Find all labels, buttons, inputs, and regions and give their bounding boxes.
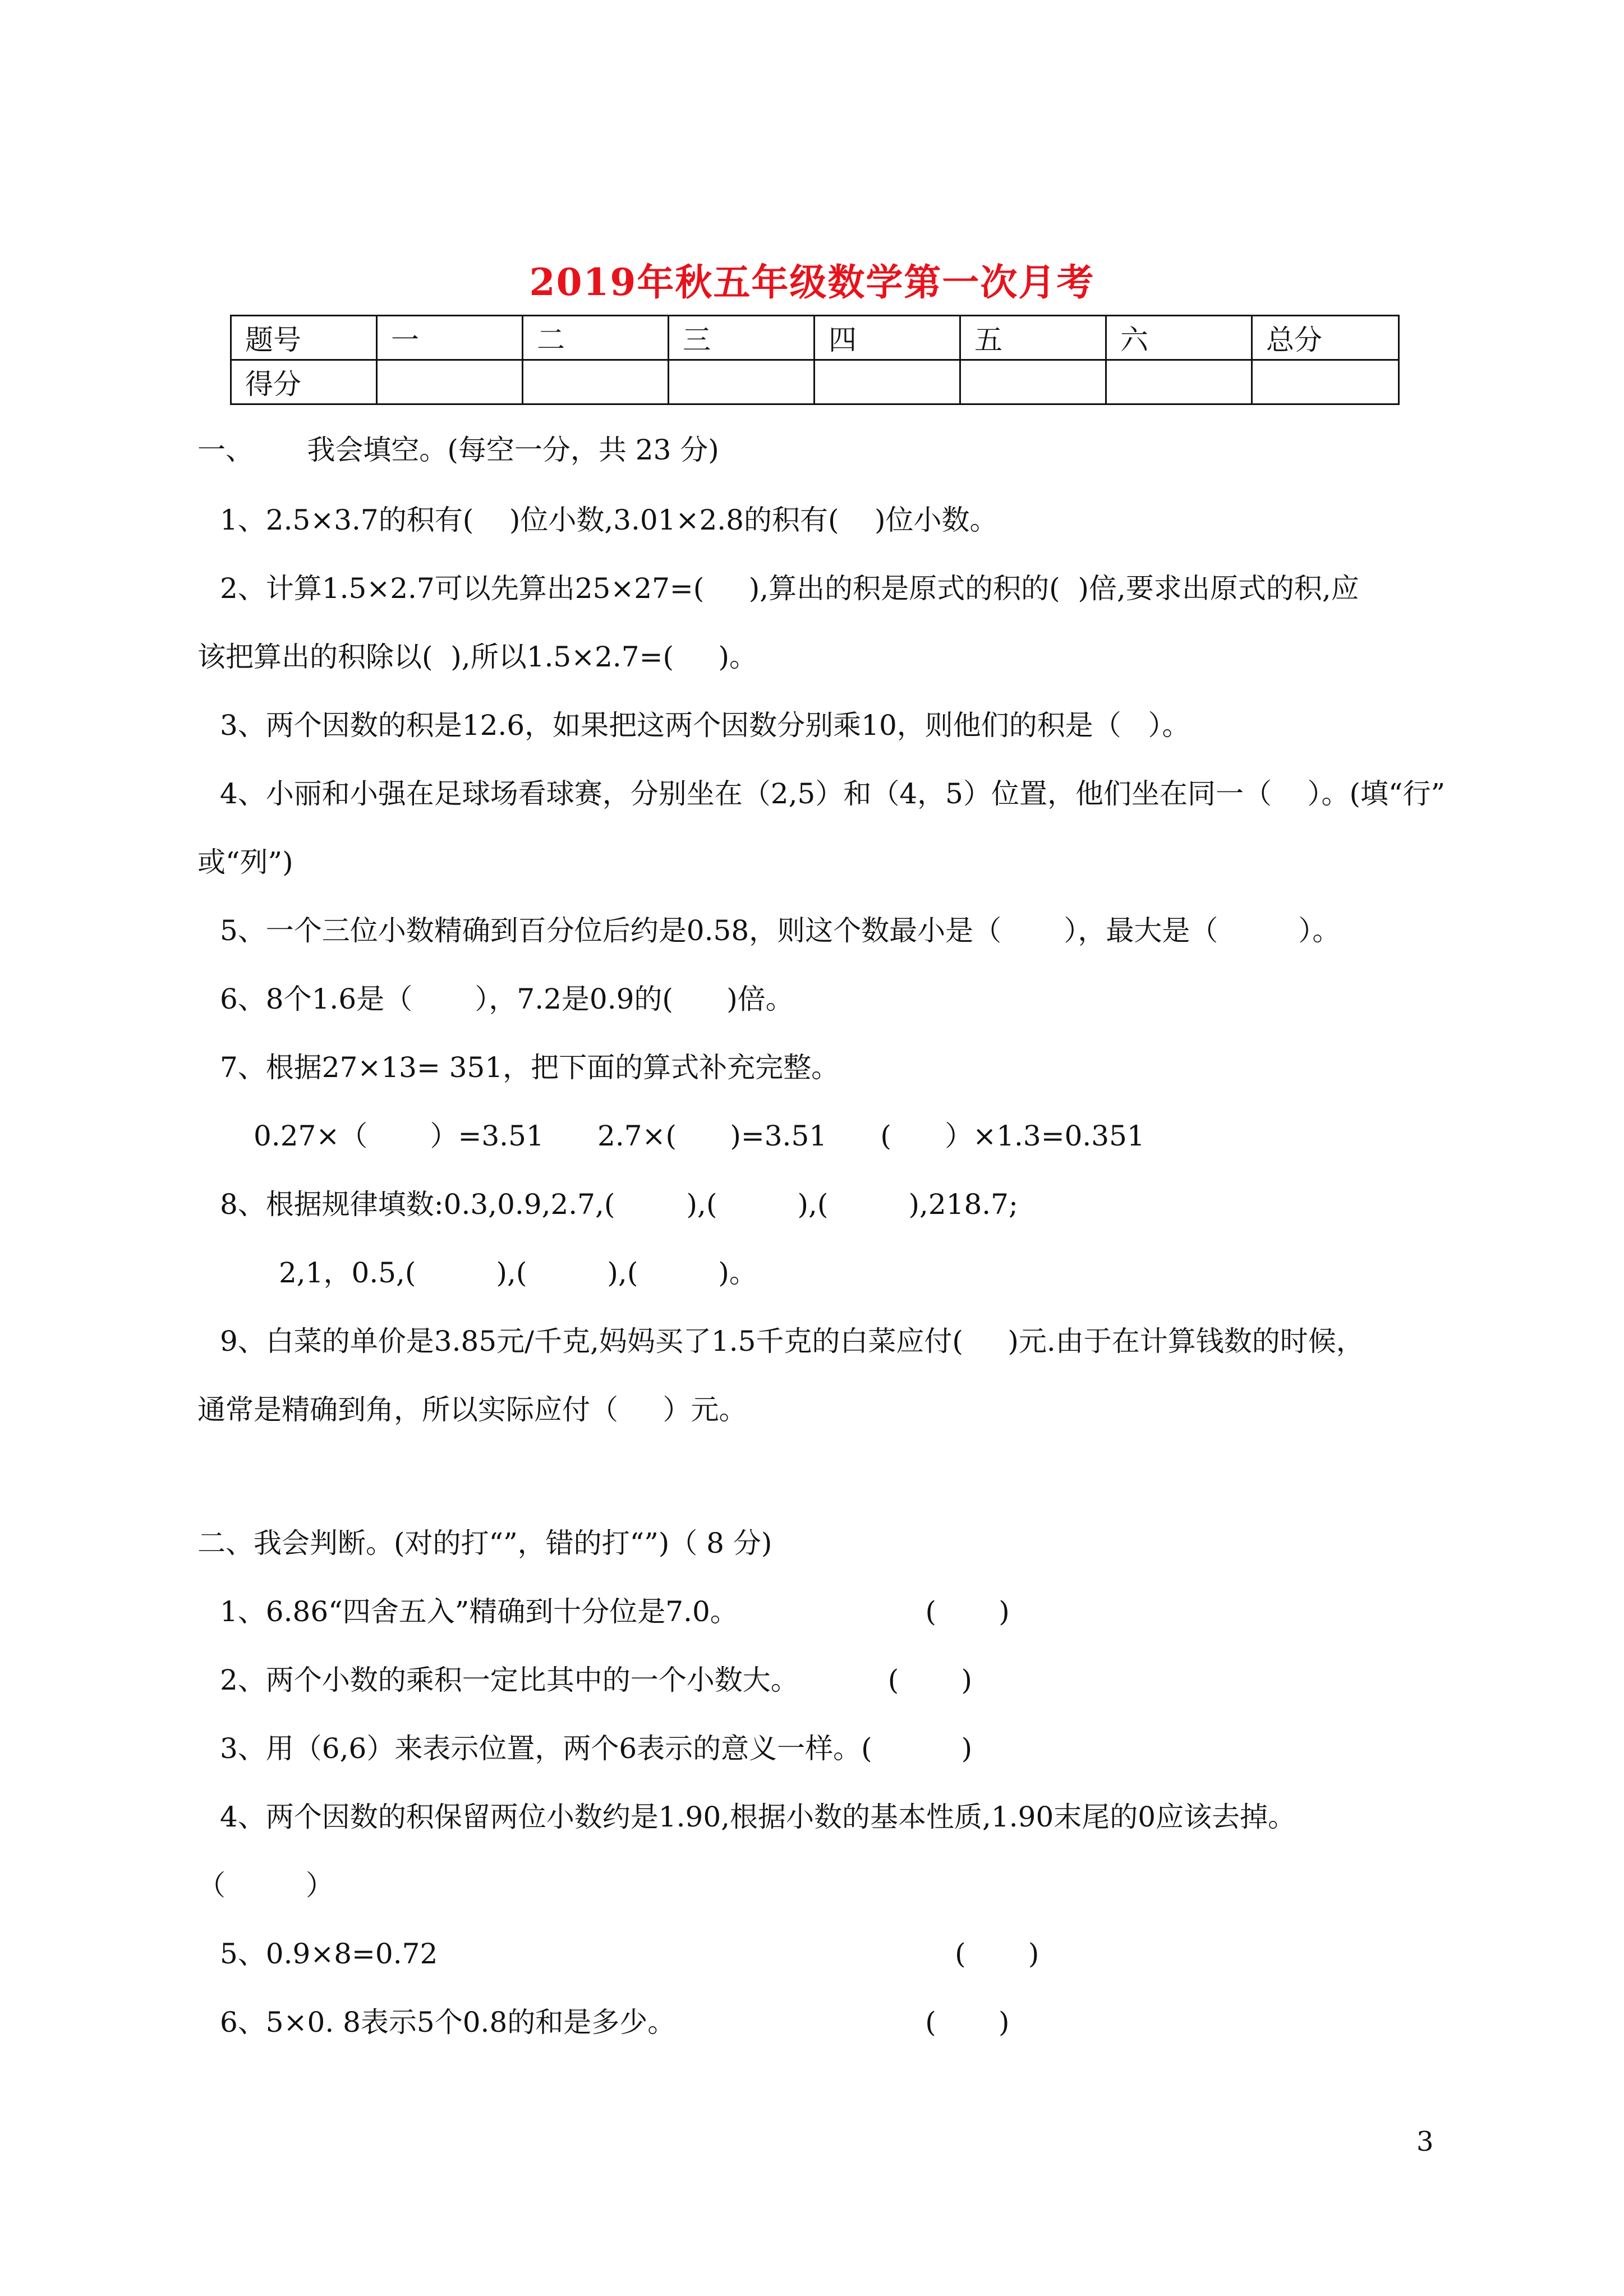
page-title: 2019年秋五年级数学第一次月考: [529, 260, 1095, 304]
score-table-header-cell: 五: [960, 316, 1106, 360]
section1-question-continuation: 或“列”): [197, 846, 293, 878]
score-table-header-cell: 六: [1106, 316, 1252, 360]
section2-heading: 二、我会判断。(对的打“”，错的打“”)（ 8 分): [197, 1527, 772, 1559]
section1-question: 8、根据规律填数:0.3,0.9,2.7,( ),( ),( ),218.7;: [220, 1188, 1018, 1221]
score-table-header-cell: 三: [669, 316, 815, 360]
score-cell[interactable]: [1106, 360, 1252, 404]
section1-question: 2、计算1.5×2.7可以先算出25×27=( ),算出的积是原式的积的( )倍,要求出原式的积,应: [220, 572, 1359, 605]
section2-question: 2、两个小数的乘积一定比其中的一个小数大。 ( ): [220, 1664, 973, 1696]
score-table-header-cell: 题号: [231, 316, 377, 360]
score-cell[interactable]: [960, 360, 1106, 404]
score-table-header-cell: 二: [523, 316, 669, 360]
section1-heading: 一、 我会填空。(每空一分，共 23 分): [197, 434, 719, 466]
score-table-header-cell: 四: [815, 316, 960, 360]
score-cell[interactable]: [669, 360, 815, 404]
section2-question: 5、0.9×8=0.72 ( ): [220, 1938, 1039, 1970]
section2-question: 1、6.86“四舍五入”精确到十分位是7.0。 ( ): [220, 1595, 1010, 1628]
section2-question: 3、用（6,6）来表示位置，两个6表示的意义一样。( ): [220, 1732, 973, 1765]
score-table-header-cell: 总分: [1252, 316, 1399, 360]
score-cell[interactable]: [377, 360, 523, 404]
section2-question-continuation: （ ）: [197, 1869, 334, 1902]
score-cell[interactable]: [523, 360, 669, 404]
section1-question-continuation: 通常是精确到角，所以实际应付（ ）元。: [197, 1393, 747, 1426]
section1-question-subline: 2,1，0.5,( ),( ),( )。: [279, 1257, 757, 1289]
score-table-score-row: [231, 360, 1399, 404]
section1-question: 9、白菜的单价是3.85元/千克,妈妈买了1.5千克的白菜应付( )元.由于在计算钱数的时候，: [220, 1325, 1364, 1358]
section1-question: 3、两个因数的积是12.6，如果把这两个因数分别乘10，则他们的积是（ ）。: [220, 709, 1190, 742]
page-number: 3: [1416, 2126, 1434, 2157]
section1-question: 4、小丽和小强在足球场看球赛，分别坐在（2,5）和（4，5）位置，他们坐在同一（ ）。(填“行”: [220, 777, 1446, 810]
score-cell[interactable]: [1252, 360, 1399, 404]
score-table: [230, 315, 1400, 405]
section1-question-continuation: 该把算出的积除以( ),所以1.5×2.7=( )。: [197, 641, 757, 673]
score-table-header-row: [231, 316, 1399, 360]
score-table-header-cell: 一: [377, 316, 523, 360]
score-cell[interactable]: [815, 360, 960, 404]
section1-question: 6、8个1.6是（ ），7.2是0.9的( )倍。: [220, 983, 794, 1015]
score-row-label: 得分: [231, 360, 377, 404]
section2-question: 4、两个因数的积保留两位小数约是1.90,根据小数的基本性质,1.90末尾的0应该去掉。: [220, 1801, 1296, 1833]
section1-question: 5、一个三位小数精确到百分位后约是0.58，则这个数最小是（ ），最大是（ ）。: [220, 914, 1341, 947]
section1-question: 1、2.5×3.7的积有( )位小数,3.01×2.8的积有( )位小数。: [220, 504, 998, 536]
section1-question-subline: 0.27×（ ）=3.51 2.7×( )=3.51 ( ）×1.3=0.351: [254, 1120, 1145, 1152]
section2-question: 6、5×0. 8表示5个0.8的和是多少。 ( ): [220, 2006, 1010, 2039]
section1-question: 7、根据27×13= 351，把下面的算式补充完整。: [220, 1051, 840, 1084]
